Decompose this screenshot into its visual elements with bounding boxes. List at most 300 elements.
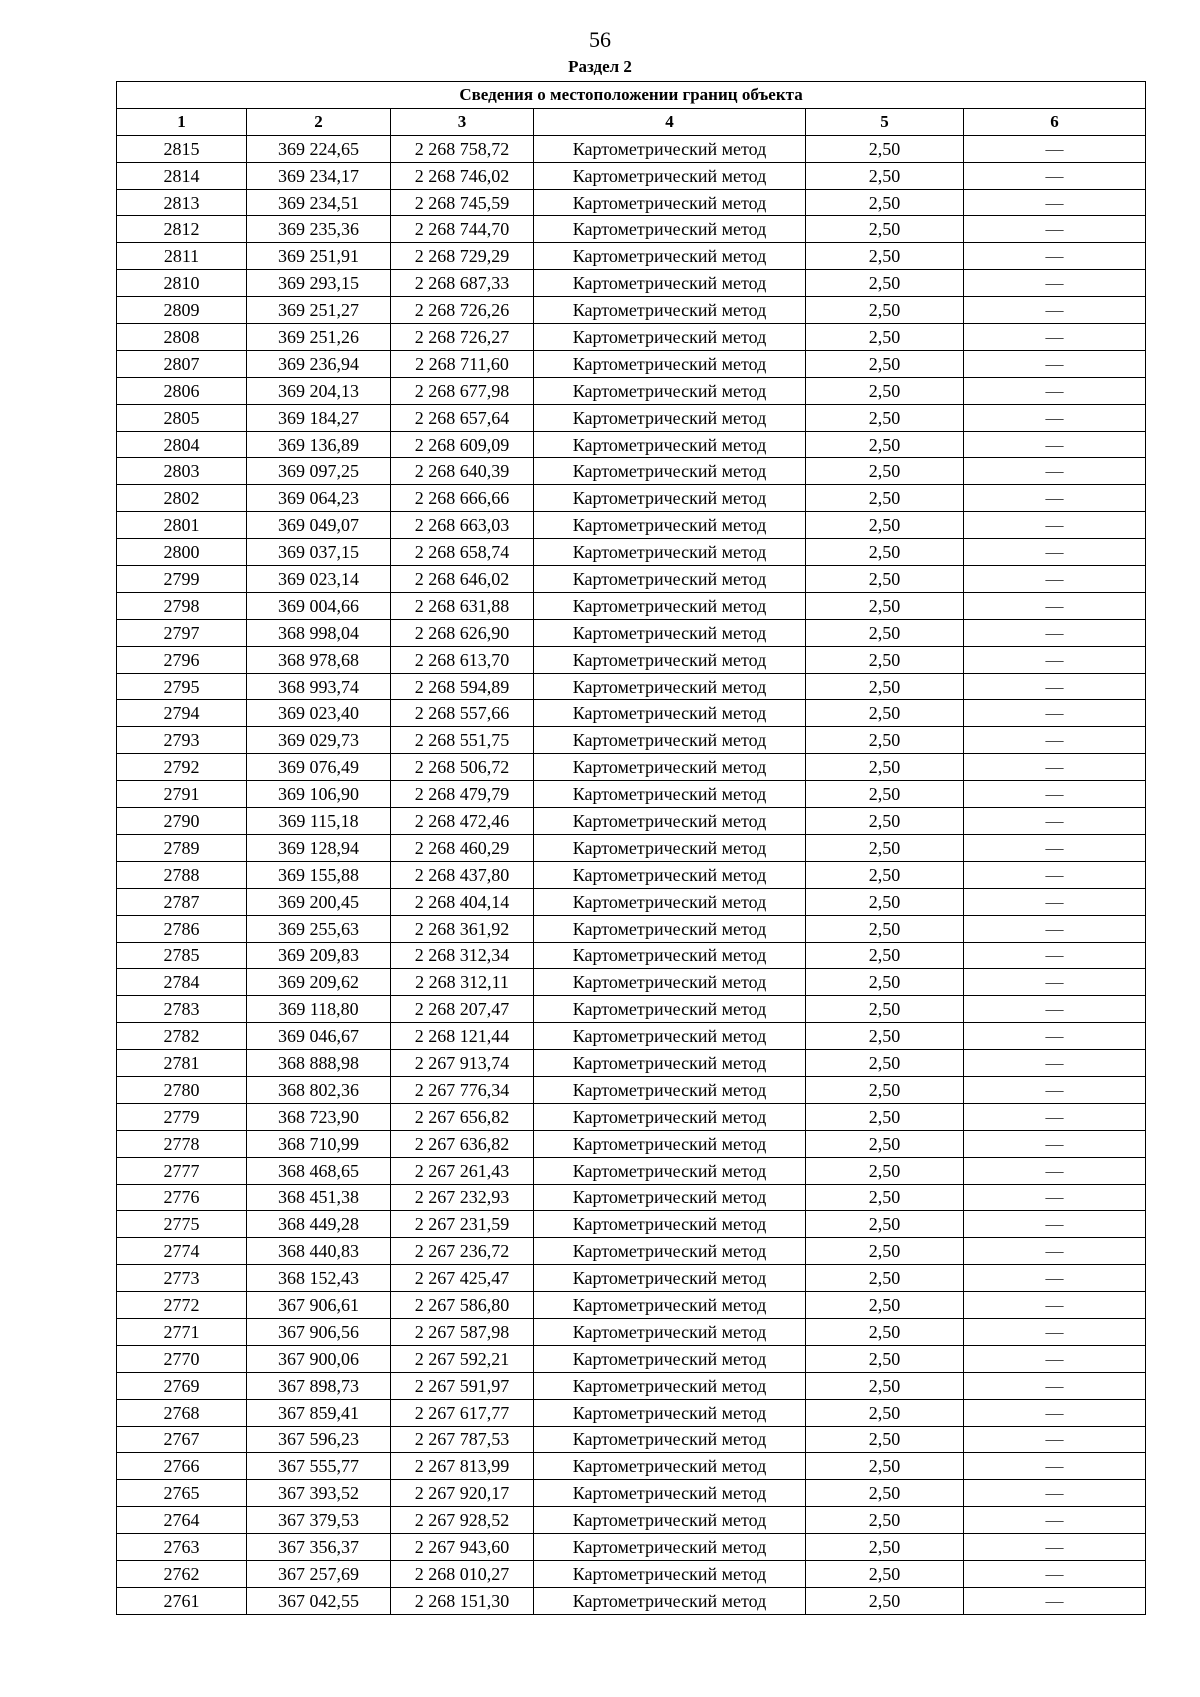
x-coordinate-cell: 368 451,38 — [247, 1184, 391, 1211]
method-cell: Картометрический метод — [534, 1292, 806, 1319]
table-row — [117, 1453, 1146, 1480]
description-cell: — — [964, 1507, 1146, 1534]
method-cell: Картометрический метод — [534, 1453, 806, 1480]
y-coordinate-cell: 2 268 010,27 — [391, 1560, 534, 1587]
method-cell: Картометрический метод — [534, 377, 806, 404]
column-header: 5 — [806, 108, 964, 135]
accuracy-cell: 2,50 — [806, 1507, 964, 1534]
accuracy-cell: 2,50 — [806, 781, 964, 808]
y-coordinate-cell: 2 268 626,90 — [391, 619, 534, 646]
x-coordinate-cell: 367 898,73 — [247, 1372, 391, 1399]
accuracy-cell: 2,50 — [806, 700, 964, 727]
method-cell: Картометрический метод — [534, 458, 806, 485]
accuracy-cell: 2,50 — [806, 1292, 964, 1319]
method-cell: Картометрический метод — [534, 566, 806, 593]
point-number-cell: 2790 — [117, 808, 247, 835]
accuracy-cell: 2,50 — [806, 297, 964, 324]
y-coordinate-cell: 2 267 586,80 — [391, 1292, 534, 1319]
x-coordinate-cell: 368 440,83 — [247, 1238, 391, 1265]
x-coordinate-cell: 368 802,36 — [247, 1076, 391, 1103]
method-cell: Картометрический метод — [534, 1157, 806, 1184]
x-coordinate-cell: 368 993,74 — [247, 673, 391, 700]
x-coordinate-cell: 368 449,28 — [247, 1211, 391, 1238]
method-cell: Картометрический метод — [534, 888, 806, 915]
method-cell: Картометрический метод — [534, 216, 806, 243]
description-cell: — — [964, 539, 1146, 566]
description-cell: — — [964, 458, 1146, 485]
table-row — [117, 485, 1146, 512]
method-cell: Картометрический метод — [534, 1130, 806, 1157]
column-header: 4 — [534, 108, 806, 135]
description-cell: — — [964, 808, 1146, 835]
y-coordinate-cell: 2 268 631,88 — [391, 592, 534, 619]
y-coordinate-cell: 2 268 121,44 — [391, 1023, 534, 1050]
description-cell: — — [964, 673, 1146, 700]
x-coordinate-cell: 368 998,04 — [247, 619, 391, 646]
table-row — [117, 1292, 1146, 1319]
y-coordinate-cell: 2 268 657,64 — [391, 404, 534, 431]
x-coordinate-cell: 369 037,15 — [247, 539, 391, 566]
description-cell: — — [964, 1211, 1146, 1238]
page-number: 56 — [589, 27, 611, 52]
y-coordinate-cell: 2 268 594,89 — [391, 673, 534, 700]
accuracy-cell: 2,50 — [806, 646, 964, 673]
point-number-cell: 2764 — [117, 1507, 247, 1534]
table-row — [117, 189, 1146, 216]
description-cell: — — [964, 1265, 1146, 1292]
point-number-cell: 2766 — [117, 1453, 247, 1480]
method-cell: Картометрический метод — [534, 297, 806, 324]
table-row — [117, 512, 1146, 539]
accuracy-cell: 2,50 — [806, 135, 964, 162]
column-header: 6 — [964, 108, 1146, 135]
y-coordinate-cell: 2 268 460,29 — [391, 834, 534, 861]
description-cell: — — [964, 861, 1146, 888]
accuracy-cell: 2,50 — [806, 1399, 964, 1426]
accuracy-cell: 2,50 — [806, 270, 964, 297]
table-row — [117, 754, 1146, 781]
point-number-cell: 2772 — [117, 1292, 247, 1319]
x-coordinate-cell: 369 235,36 — [247, 216, 391, 243]
x-coordinate-cell: 367 393,52 — [247, 1480, 391, 1507]
description-cell: — — [964, 1292, 1146, 1319]
point-number-cell: 2807 — [117, 350, 247, 377]
description-cell: — — [964, 996, 1146, 1023]
y-coordinate-cell: 2 268 640,39 — [391, 458, 534, 485]
description-cell: — — [964, 1372, 1146, 1399]
x-coordinate-cell: 368 978,68 — [247, 646, 391, 673]
accuracy-cell: 2,50 — [806, 216, 964, 243]
x-coordinate-cell: 369 184,27 — [247, 404, 391, 431]
accuracy-cell: 2,50 — [806, 162, 964, 189]
table-row — [117, 1372, 1146, 1399]
table-row — [117, 1023, 1146, 1050]
point-number-cell: 2777 — [117, 1157, 247, 1184]
y-coordinate-cell: 2 268 551,75 — [391, 727, 534, 754]
description-cell: — — [964, 485, 1146, 512]
point-number-cell: 2765 — [117, 1480, 247, 1507]
point-number-cell: 2801 — [117, 512, 247, 539]
description-cell: — — [964, 1076, 1146, 1103]
point-number-cell: 2794 — [117, 700, 247, 727]
point-number-cell: 2776 — [117, 1184, 247, 1211]
x-coordinate-cell: 369 115,18 — [247, 808, 391, 835]
description-cell: — — [964, 404, 1146, 431]
point-number-cell: 2763 — [117, 1534, 247, 1561]
method-cell: Картометрический метод — [534, 996, 806, 1023]
y-coordinate-cell: 2 268 646,02 — [391, 566, 534, 593]
description-cell: — — [964, 189, 1146, 216]
table-row — [117, 431, 1146, 458]
method-cell: Картометрический метод — [534, 485, 806, 512]
table-header-row — [117, 108, 1146, 135]
accuracy-cell: 2,50 — [806, 1265, 964, 1292]
method-cell: Картометрический метод — [534, 1534, 806, 1561]
y-coordinate-cell: 2 268 658,74 — [391, 539, 534, 566]
y-coordinate-cell: 2 267 813,99 — [391, 1453, 534, 1480]
point-number-cell: 2768 — [117, 1399, 247, 1426]
table-row — [117, 834, 1146, 861]
method-cell: Картометрический метод — [534, 1238, 806, 1265]
accuracy-cell: 2,50 — [806, 1480, 964, 1507]
x-coordinate-cell: 368 152,43 — [247, 1265, 391, 1292]
table-row — [117, 297, 1146, 324]
x-coordinate-cell: 369 004,66 — [247, 592, 391, 619]
point-number-cell: 2803 — [117, 458, 247, 485]
accuracy-cell: 2,50 — [806, 1157, 964, 1184]
point-number-cell: 2774 — [117, 1238, 247, 1265]
method-cell: Картометрический метод — [534, 270, 806, 297]
table-row — [117, 942, 1146, 969]
accuracy-cell: 2,50 — [806, 861, 964, 888]
table-row — [117, 270, 1146, 297]
table-row — [117, 539, 1146, 566]
y-coordinate-cell: 2 268 479,79 — [391, 781, 534, 808]
point-number-cell: 2761 — [117, 1587, 247, 1614]
x-coordinate-cell: 369 049,07 — [247, 512, 391, 539]
point-number-cell: 2812 — [117, 216, 247, 243]
point-number-cell: 2793 — [117, 727, 247, 754]
point-number-cell: 2788 — [117, 861, 247, 888]
accuracy-cell: 2,50 — [806, 1130, 964, 1157]
table-row — [117, 1211, 1146, 1238]
method-cell: Картометрический метод — [534, 1076, 806, 1103]
accuracy-cell: 2,50 — [806, 942, 964, 969]
description-cell: — — [964, 324, 1146, 351]
point-number-cell: 2808 — [117, 324, 247, 351]
method-cell: Картометрический метод — [534, 404, 806, 431]
description-cell: — — [964, 512, 1146, 539]
method-cell: Картометрический метод — [534, 1211, 806, 1238]
y-coordinate-cell: 2 268 746,02 — [391, 162, 534, 189]
x-coordinate-cell: 369 064,23 — [247, 485, 391, 512]
x-coordinate-cell: 369 046,67 — [247, 1023, 391, 1050]
y-coordinate-cell: 2 268 609,09 — [391, 431, 534, 458]
point-number-cell: 2809 — [117, 297, 247, 324]
description-cell: — — [964, 942, 1146, 969]
accuracy-cell: 2,50 — [806, 404, 964, 431]
table-row — [117, 1318, 1146, 1345]
y-coordinate-cell: 2 268 312,34 — [391, 942, 534, 969]
method-cell: Картометрический метод — [534, 1372, 806, 1399]
point-number-cell: 2787 — [117, 888, 247, 915]
accuracy-cell: 2,50 — [806, 1560, 964, 1587]
point-number-cell: 2795 — [117, 673, 247, 700]
point-number-cell: 2783 — [117, 996, 247, 1023]
y-coordinate-cell: 2 268 437,80 — [391, 861, 534, 888]
method-cell: Картометрический метод — [534, 1318, 806, 1345]
y-coordinate-cell: 2 267 617,77 — [391, 1399, 534, 1426]
point-number-cell: 2784 — [117, 969, 247, 996]
x-coordinate-cell: 368 710,99 — [247, 1130, 391, 1157]
description-cell: — — [964, 1399, 1146, 1426]
description-cell: — — [964, 1238, 1146, 1265]
x-coordinate-cell: 369 236,94 — [247, 350, 391, 377]
y-coordinate-cell: 2 267 587,98 — [391, 1318, 534, 1345]
table-row — [117, 1157, 1146, 1184]
description-cell: — — [964, 1345, 1146, 1372]
point-number-cell: 2771 — [117, 1318, 247, 1345]
y-coordinate-cell: 2 268 744,70 — [391, 216, 534, 243]
table-row — [117, 1050, 1146, 1077]
table-title-row — [117, 82, 1146, 109]
accuracy-cell: 2,50 — [806, 377, 964, 404]
table-row — [117, 1534, 1146, 1561]
table-title: Сведения о местоположении границ объекта — [117, 82, 1146, 109]
method-cell: Картометрический метод — [534, 1184, 806, 1211]
accuracy-cell: 2,50 — [806, 915, 964, 942]
method-cell: Картометрический метод — [534, 162, 806, 189]
description-cell: — — [964, 1023, 1146, 1050]
x-coordinate-cell: 369 255,63 — [247, 915, 391, 942]
accuracy-cell: 2,50 — [806, 1076, 964, 1103]
accuracy-cell: 2,50 — [806, 458, 964, 485]
y-coordinate-cell: 2 268 207,47 — [391, 996, 534, 1023]
method-cell: Картометрический метод — [534, 834, 806, 861]
x-coordinate-cell: 369 023,14 — [247, 566, 391, 593]
accuracy-cell: 2,50 — [806, 1023, 964, 1050]
point-number-cell: 2796 — [117, 646, 247, 673]
column-header: 2 — [247, 108, 391, 135]
description-cell: — — [964, 619, 1146, 646]
table-row — [117, 1103, 1146, 1130]
description-cell: — — [964, 566, 1146, 593]
y-coordinate-cell: 2 268 506,72 — [391, 754, 534, 781]
table-row — [117, 1480, 1146, 1507]
description-cell: — — [964, 646, 1146, 673]
description-cell: — — [964, 1050, 1146, 1077]
description-cell: — — [964, 216, 1146, 243]
y-coordinate-cell: 2 268 745,59 — [391, 189, 534, 216]
x-coordinate-cell: 368 888,98 — [247, 1050, 391, 1077]
accuracy-cell: 2,50 — [806, 1426, 964, 1453]
point-number-cell: 2806 — [117, 377, 247, 404]
method-cell: Картометрический метод — [534, 243, 806, 270]
table-row — [117, 1076, 1146, 1103]
accuracy-cell: 2,50 — [806, 1211, 964, 1238]
table-row — [117, 324, 1146, 351]
x-coordinate-cell: 368 723,90 — [247, 1103, 391, 1130]
method-cell: Картометрический метод — [534, 1426, 806, 1453]
point-number-cell: 2778 — [117, 1130, 247, 1157]
x-coordinate-cell: 369 251,27 — [247, 297, 391, 324]
column-header: 3 — [391, 108, 534, 135]
description-cell: — — [964, 888, 1146, 915]
y-coordinate-cell: 2 268 726,27 — [391, 324, 534, 351]
table-row — [117, 915, 1146, 942]
accuracy-cell: 2,50 — [806, 1318, 964, 1345]
description-cell: — — [964, 592, 1146, 619]
x-coordinate-cell: 369 204,13 — [247, 377, 391, 404]
table-row — [117, 861, 1146, 888]
point-number-cell: 2775 — [117, 1211, 247, 1238]
method-cell: Картометрический метод — [534, 619, 806, 646]
method-cell: Картометрический метод — [534, 915, 806, 942]
x-coordinate-cell: 369 106,90 — [247, 781, 391, 808]
x-coordinate-cell: 367 356,37 — [247, 1534, 391, 1561]
y-coordinate-cell: 2 267 943,60 — [391, 1534, 534, 1561]
method-cell: Картометрический метод — [534, 646, 806, 673]
description-cell: — — [964, 1534, 1146, 1561]
description-cell: — — [964, 1184, 1146, 1211]
accuracy-cell: 2,50 — [806, 808, 964, 835]
y-coordinate-cell: 2 268 711,60 — [391, 350, 534, 377]
y-coordinate-cell: 2 267 928,52 — [391, 1507, 534, 1534]
point-number-cell: 2773 — [117, 1265, 247, 1292]
description-cell: — — [964, 1426, 1146, 1453]
description-cell: — — [964, 1318, 1146, 1345]
x-coordinate-cell: 367 555,77 — [247, 1453, 391, 1480]
method-cell: Картометрический метод — [534, 1345, 806, 1372]
x-coordinate-cell: 367 906,56 — [247, 1318, 391, 1345]
point-number-cell: 2797 — [117, 619, 247, 646]
method-cell: Картометрический метод — [534, 781, 806, 808]
x-coordinate-cell: 368 468,65 — [247, 1157, 391, 1184]
y-coordinate-cell: 2 267 236,72 — [391, 1238, 534, 1265]
method-cell: Картометрический метод — [534, 324, 806, 351]
method-cell: Картометрический метод — [534, 1480, 806, 1507]
accuracy-cell: 2,50 — [806, 1238, 964, 1265]
x-coordinate-cell: 369 029,73 — [247, 727, 391, 754]
x-coordinate-cell: 369 155,88 — [247, 861, 391, 888]
accuracy-cell: 2,50 — [806, 1345, 964, 1372]
accuracy-cell: 2,50 — [806, 431, 964, 458]
point-number-cell: 2800 — [117, 539, 247, 566]
y-coordinate-cell: 2 268 729,29 — [391, 243, 534, 270]
point-number-cell: 2799 — [117, 566, 247, 593]
y-coordinate-cell: 2 267 591,97 — [391, 1372, 534, 1399]
accuracy-cell: 2,50 — [806, 1184, 964, 1211]
accuracy-cell: 2,50 — [806, 592, 964, 619]
description-cell: — — [964, 1587, 1146, 1614]
table-row — [117, 781, 1146, 808]
y-coordinate-cell: 2 267 425,47 — [391, 1265, 534, 1292]
x-coordinate-cell: 367 596,23 — [247, 1426, 391, 1453]
x-coordinate-cell: 369 209,62 — [247, 969, 391, 996]
table-row — [117, 1560, 1146, 1587]
method-cell: Картометрический метод — [534, 754, 806, 781]
table-row — [117, 1345, 1146, 1372]
point-number-cell: 2810 — [117, 270, 247, 297]
description-cell: — — [964, 135, 1146, 162]
table-row — [117, 969, 1146, 996]
y-coordinate-cell: 2 268 663,03 — [391, 512, 534, 539]
table-row — [117, 592, 1146, 619]
x-coordinate-cell: 369 234,51 — [247, 189, 391, 216]
method-cell: Картометрический метод — [534, 189, 806, 216]
accuracy-cell: 2,50 — [806, 969, 964, 996]
method-cell: Картометрический метод — [534, 942, 806, 969]
method-cell: Картометрический метод — [534, 592, 806, 619]
x-coordinate-cell: 369 224,65 — [247, 135, 391, 162]
accuracy-cell: 2,50 — [806, 1587, 964, 1614]
x-coordinate-cell: 369 251,91 — [247, 243, 391, 270]
y-coordinate-cell: 2 267 232,93 — [391, 1184, 534, 1211]
description-cell: — — [964, 297, 1146, 324]
table-row — [117, 1184, 1146, 1211]
method-cell: Картометрический метод — [534, 350, 806, 377]
x-coordinate-cell: 367 379,53 — [247, 1507, 391, 1534]
accuracy-cell: 2,50 — [806, 539, 964, 566]
accuracy-cell: 2,50 — [806, 189, 964, 216]
point-number-cell: 2769 — [117, 1372, 247, 1399]
y-coordinate-cell: 2 267 787,53 — [391, 1426, 534, 1453]
y-coordinate-cell: 2 268 687,33 — [391, 270, 534, 297]
x-coordinate-cell: 369 023,40 — [247, 700, 391, 727]
description-cell: — — [964, 1157, 1146, 1184]
method-cell: Картометрический метод — [534, 1023, 806, 1050]
accuracy-cell: 2,50 — [806, 512, 964, 539]
table-row — [117, 619, 1146, 646]
point-number-cell: 2804 — [117, 431, 247, 458]
point-number-cell: 2762 — [117, 1560, 247, 1587]
method-cell: Картометрический метод — [534, 431, 806, 458]
x-coordinate-cell: 369 136,89 — [247, 431, 391, 458]
table-row — [117, 216, 1146, 243]
method-cell: Картометрический метод — [534, 700, 806, 727]
method-cell: Картометрический метод — [534, 539, 806, 566]
table-row — [117, 1507, 1146, 1534]
y-coordinate-cell: 2 268 361,92 — [391, 915, 534, 942]
table-row — [117, 162, 1146, 189]
point-number-cell: 2791 — [117, 781, 247, 808]
description-cell: — — [964, 350, 1146, 377]
table-row — [117, 996, 1146, 1023]
method-cell: Картометрический метод — [534, 673, 806, 700]
y-coordinate-cell: 2 267 913,74 — [391, 1050, 534, 1077]
point-number-cell: 2814 — [117, 162, 247, 189]
accuracy-cell: 2,50 — [806, 754, 964, 781]
table-row — [117, 1130, 1146, 1157]
y-coordinate-cell: 2 267 920,17 — [391, 1480, 534, 1507]
point-number-cell: 2789 — [117, 834, 247, 861]
description-cell: — — [964, 1130, 1146, 1157]
description-cell: — — [964, 270, 1146, 297]
y-coordinate-cell: 2 267 656,82 — [391, 1103, 534, 1130]
x-coordinate-cell: 367 900,06 — [247, 1345, 391, 1372]
accuracy-cell: 2,50 — [806, 673, 964, 700]
method-cell: Картометрический метод — [534, 1560, 806, 1587]
point-number-cell: 2781 — [117, 1050, 247, 1077]
y-coordinate-cell: 2 268 557,66 — [391, 700, 534, 727]
table-row — [117, 1265, 1146, 1292]
method-cell: Картометрический метод — [534, 808, 806, 835]
y-coordinate-cell: 2 268 677,98 — [391, 377, 534, 404]
point-number-cell: 2792 — [117, 754, 247, 781]
description-cell: — — [964, 754, 1146, 781]
point-number-cell: 2786 — [117, 915, 247, 942]
point-number-cell: 2780 — [117, 1076, 247, 1103]
